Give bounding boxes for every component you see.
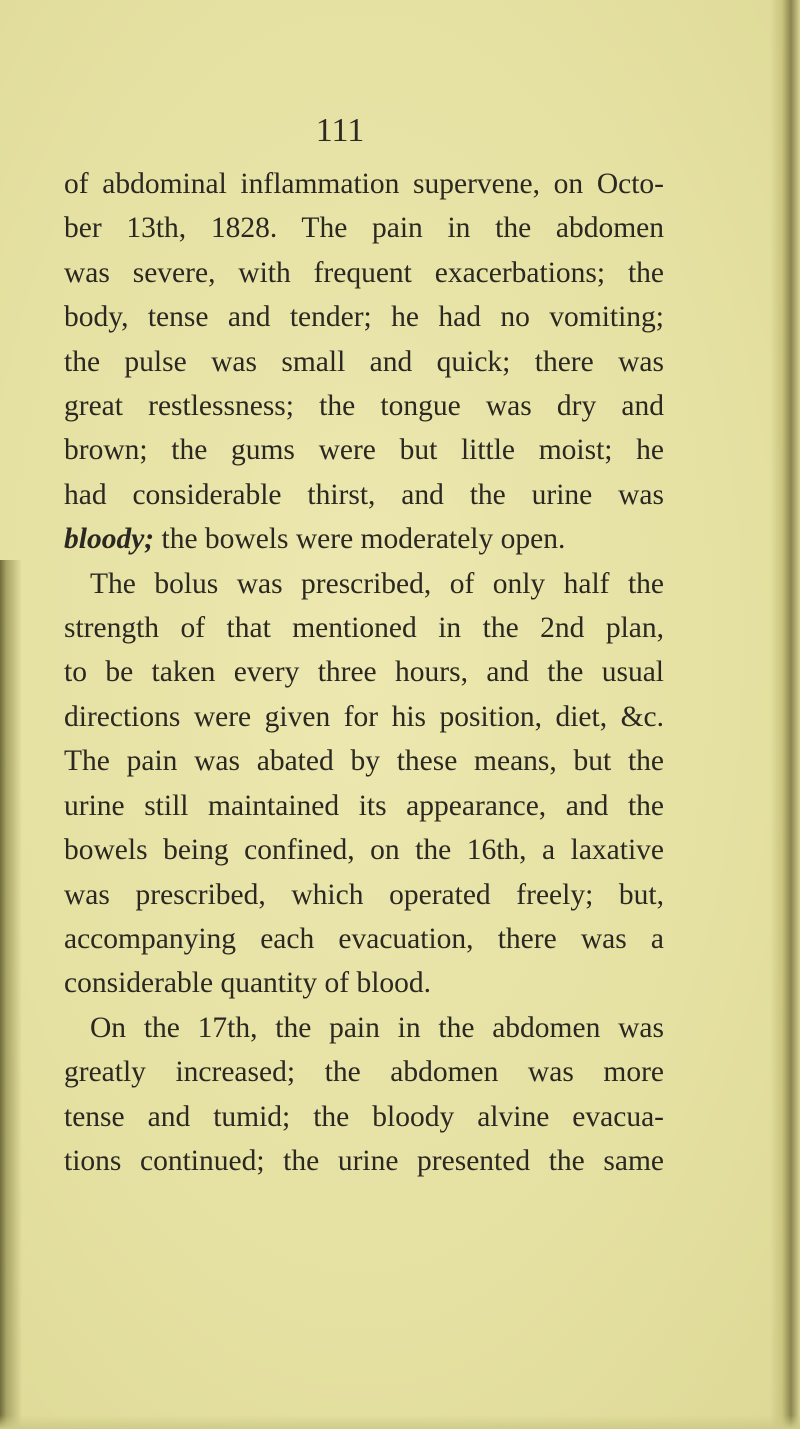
page-edge-shadow-left [0,560,22,1429]
text-line: directions were given for his position, diet, &c. [64,700,664,733]
text-line: was prescribed, which operated freely; but, [64,878,664,911]
text-line: bowels being confined, on the 16th, a laxative [64,834,664,867]
text-line: strength of that mentioned in the 2nd plan, [64,612,664,645]
text-line: tions continued; the urine presented the same [64,1144,664,1177]
page-edge-shadow-right [770,0,800,1429]
text-line: The bolus was prescribed, of only half the [90,567,664,600]
text-line: brown; the gums were but little moist; he [64,434,664,467]
body-text [64,162,664,1183]
text-line: ber 13th, 1828. The pain in the abdomen [64,212,664,245]
text-line: accompanying each evacuation, there was a [64,922,664,955]
page-number: 111 [315,112,365,149]
text-line: body, tense and tender; he had no vomiting; [64,301,664,334]
text-line [64,517,664,561]
text-line: urine still maintained its appearance, and the [64,789,664,822]
text-line: considerable quantity of blood. [64,967,432,1000]
italic-emphasis: bloody; [64,523,155,556]
text-line: to be taken every three hours, and the usual [64,656,664,689]
text-line: had considerable thirst, and the urine was [64,478,664,511]
text-line: great restlessness; the tongue was dry and [64,390,664,423]
text-line: of abdominal inflammation supervene, on Octo- [64,168,664,200]
text-line-rest: the bowels were moderately open. [154,523,566,556]
text-line: tense and tumid; the bloody alvine evacua- [64,1100,664,1133]
text-line: The pain was abated by these means, but the [64,745,664,778]
text-line: was severe, with frequent exacerbations; the [64,256,664,289]
text-line: the pulse was small and quick; there was [64,345,664,378]
page-edge-shadow-bottom [0,1415,800,1429]
text-line: greatly increased; the abdomen was more [64,1056,664,1089]
text-line: On the 17th, the pain in the abdomen was [90,1011,664,1044]
